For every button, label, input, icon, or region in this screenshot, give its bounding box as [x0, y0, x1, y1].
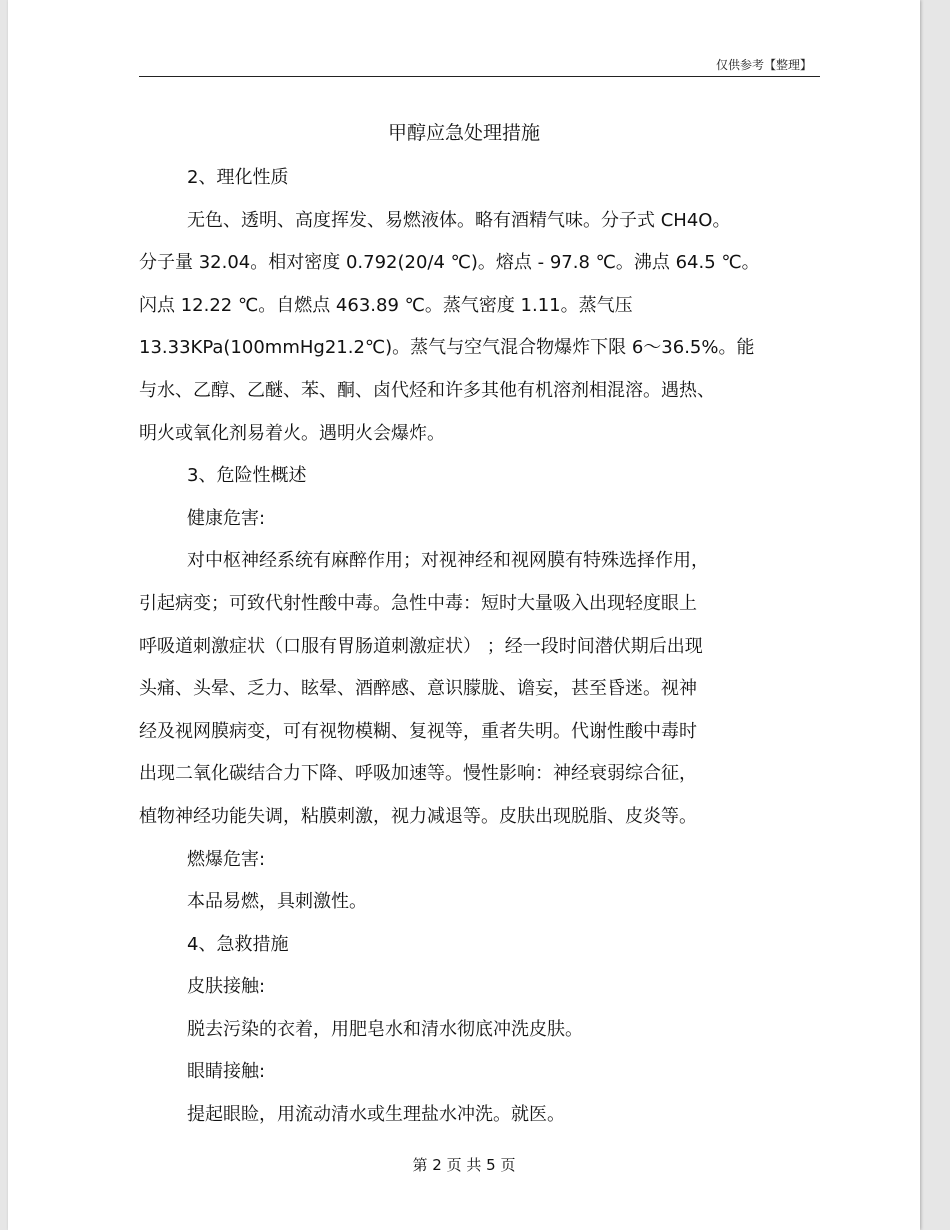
paragraph-line: 与水、乙醇、乙醚、苯、酮、卤代烃和许多其他有机溶剂相混溶。遇热、 [139, 379, 715, 401]
paragraph-line: 无色、透明、高度挥发、易燃液体。略有酒精气味。分子式 CH4O。 [187, 209, 731, 231]
paragraph-line: 出现二氧化碳结合力下降、呼吸加速等。慢性影响：神经衰弱综合征， [139, 763, 697, 785]
paragraph-line: 闪点 12.22 ℃。自燃点 463.89 ℃。蒸气密度 1.11。蒸气压 [139, 294, 633, 316]
paragraph-line: 植物神经功能失调，粘膜刺激，视力减退等。皮肤出现脱脂、皮炎等。 [139, 805, 697, 827]
header-tag: 仅供参考【整理】 [715, 58, 812, 72]
section-heading: 4、急救措施 [187, 933, 289, 955]
document-page [8, 0, 920, 1230]
paragraph-line: 分子量 32.04。相对密度 0.792(20/4 ℃)。熔点 - 97.8 ℃。沸点 64.5 ℃。 [139, 252, 760, 274]
subheading: 健康危害: [187, 507, 266, 529]
section-heading: 3、危险性概述 [187, 465, 307, 487]
subheading: 眼睛接触: [187, 1061, 266, 1083]
document-title: 甲醇应急处理措施 [387, 122, 540, 144]
paragraph-line: 对中枢神经系统有麻醉作用；对视神经和视网膜有特殊选择作用， [187, 550, 709, 572]
paragraph-line: 13.33KPa(100mmHg21.2℃)。蒸气与空气混合物爆炸下限 6～36.5%。能 [139, 337, 755, 359]
paragraph-line: 明火或氧化剂易着火。遇明火会爆炸。 [139, 422, 445, 444]
section-heading: 2、理化性质 [187, 167, 289, 188]
document-body [139, 157, 839, 1137]
paragraph-line: 提起眼睑，用流动清水或生理盐水冲洗。就医。 [187, 1104, 565, 1126]
paragraph-line: 脱去污染的衣着，用肥皂水和清水彻底冲洗皮肤。 [187, 1018, 583, 1040]
paragraph-line: 呼吸道刺激症状（口服有胃肠道刺激症状） ；经一段时间潜伏期后出现 [139, 635, 703, 657]
page-number: 第 2 页 共 5 页 [412, 1156, 516, 1174]
subheading: 皮肤接触: [187, 976, 266, 998]
subheading: 燃爆危害: [187, 848, 266, 870]
paragraph-line: 经及视网膜病变，可有视物模糊、复视等，重者失明。代谢性酸中毒时 [139, 720, 697, 742]
paragraph-line: 本品易燃，具刺激性。 [187, 891, 367, 913]
paragraph-line: 引起病变；可致代射性酸中毒。急性中毒：短时大量吸入出现轻度眼上 [139, 592, 697, 614]
header-rule [139, 76, 820, 77]
paragraph-line: 头痛、头晕、乏力、眩晕、酒醉感、意识朦胧、谵妄，甚至昏迷。视神 [139, 678, 697, 700]
